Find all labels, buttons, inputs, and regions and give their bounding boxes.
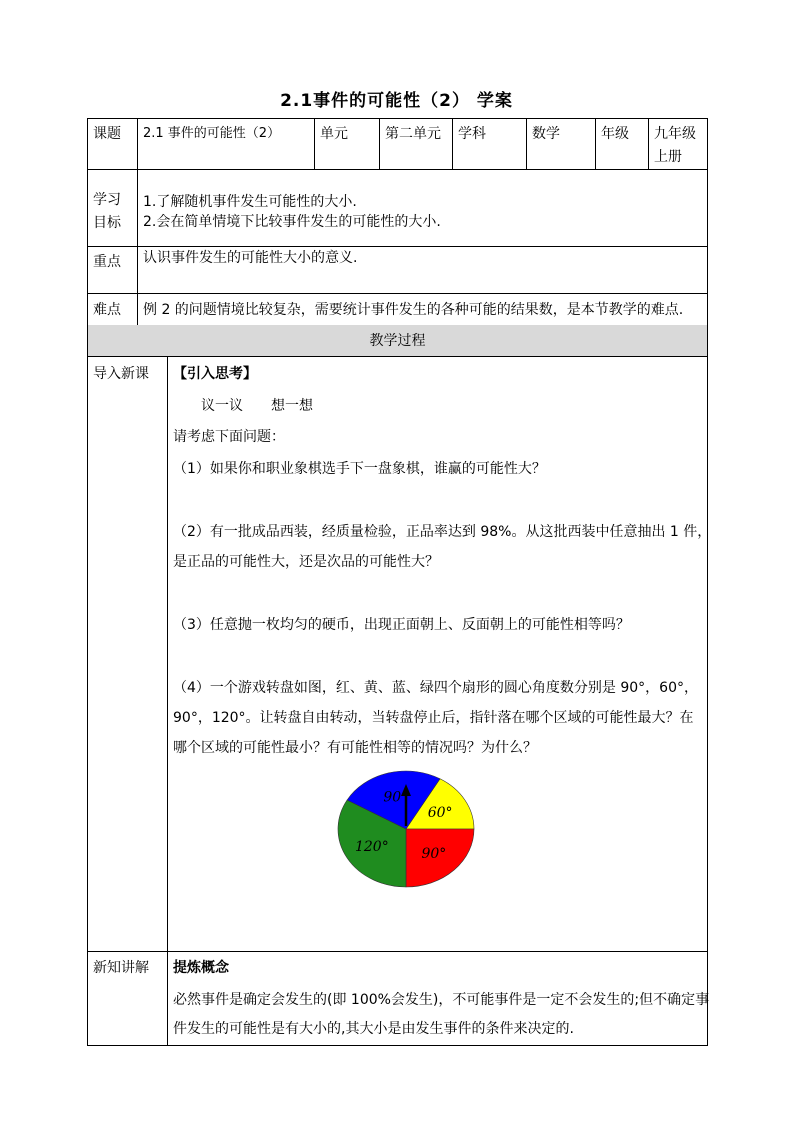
unit-value: 第二单元	[385, 126, 441, 142]
column-divider	[379, 118, 380, 169]
new-knowledge-line2: 件发生的可能性是有大小的,其大小是由发生事件的条件来决定的.	[173, 1021, 574, 1037]
process-title: 教学过程	[369, 333, 426, 349]
key-point-label: 重点	[93, 254, 121, 270]
question-2-line1: （2）有一批成品西装，经质量检验，正品率达到 98%。从这批西装中任意抽出 1 件，	[173, 524, 712, 540]
grade-value-line1: 九年级	[654, 126, 696, 142]
new-knowledge-line1: 必然事件是确定会发生的(即 100%会发生)，不可能事件是一定不会发生的;但不确定事	[173, 992, 710, 1008]
objective-item: 1.了解随机事件发生可能性的大小.	[143, 194, 357, 210]
column-divider	[137, 118, 138, 169]
intro-label: 导入新课	[93, 366, 149, 382]
objectives-label-line2: 目标	[93, 215, 121, 231]
new-knowledge-heading: 提炼概念	[173, 960, 229, 976]
question-2-line2: 是正品的可能性大，还是次品的可能性大？	[173, 554, 439, 570]
grade-value-line2: 上册	[654, 149, 682, 165]
document-title: 2.1事件的可能性（2） 学案	[280, 91, 513, 111]
objectives-label-line1: 学习	[93, 192, 121, 208]
course-value: 2.1 事件的可能性（2）	[143, 126, 281, 141]
column-divider	[452, 118, 453, 169]
row-divider	[87, 356, 708, 357]
spinner-sector-label: 90°	[383, 789, 409, 806]
table-border	[87, 118, 88, 1046]
table-border	[87, 118, 708, 119]
row-divider	[87, 169, 708, 170]
objective-item: 2.会在简单情境下比较事件发生的可能性的大小.	[143, 214, 441, 230]
course-label: 课题	[93, 126, 121, 142]
prompt-text: 请考虑下面问题：	[173, 429, 285, 445]
column-divider	[526, 118, 527, 169]
subject-label: 学科	[458, 126, 486, 142]
unit-label: 单元	[320, 126, 348, 142]
column-divider	[137, 169, 138, 325]
spinner-sector-label: 60°	[427, 805, 453, 822]
question-1: （1）如果你和职业象棋选手下一盘象棋，谁赢的可能性大？	[173, 461, 546, 477]
row-divider	[87, 951, 708, 952]
spinner-figure	[335, 768, 479, 896]
table-border	[87, 1045, 708, 1046]
column-divider	[648, 118, 649, 169]
question-4-line3: 哪个区域的可能性最小？有可能性相等的情况吗？为什么？	[173, 740, 537, 756]
row-divider	[87, 293, 708, 294]
spinner-sector-label: 120°	[354, 838, 389, 855]
spinner-sector-label: 90°	[421, 845, 447, 862]
difficulty-text: 例 2 的问题情境比较复杂，需要统计事件发生的各种可能的结果数，是本节教学的难点.	[143, 302, 684, 318]
table-border	[707, 118, 708, 1046]
key-point-text: 认识事件发生的可能性大小的意义.	[143, 250, 358, 266]
think-text: 想一想	[271, 398, 313, 414]
question-4-line1: （4）一个游戏转盘如图，红、黄、蓝、绿四个扇形的圆心角度数分别是 90°，60°，	[173, 680, 698, 696]
column-divider	[314, 118, 315, 169]
discuss-text: 议一议	[201, 398, 243, 414]
grade-label: 年级	[601, 126, 629, 142]
column-divider	[167, 356, 168, 1046]
question-4-line2: 90°，120°。让转盘自由转动，当转盘停止后，指针落在哪个区域的可能性最大？在	[173, 710, 694, 726]
subject-value: 数学	[532, 126, 560, 142]
new-knowledge-label: 新知讲解	[93, 960, 149, 976]
column-divider	[595, 118, 596, 169]
difficulty-label: 难点	[93, 302, 121, 318]
question-3: （3）任意抛一枚均匀的硬币，出现正面朝上、反面朝上的可能性相等吗？	[173, 617, 630, 633]
row-divider	[87, 246, 708, 247]
intro-heading: 【引入思考】	[173, 366, 257, 382]
lesson-plan-table	[87, 118, 712, 1046]
